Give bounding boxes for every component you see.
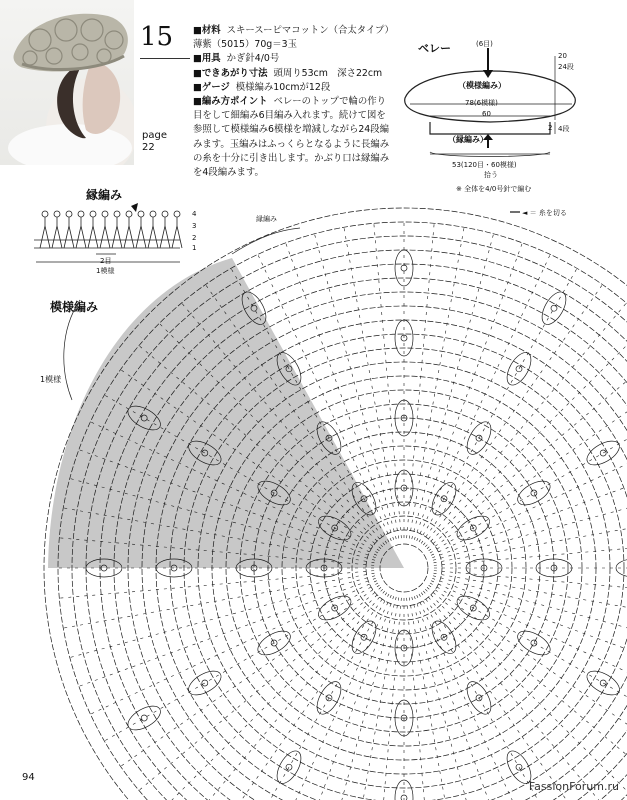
depth-band: 2 <box>548 124 553 132</box>
spec-gauge: ■ゲージ 模様編み10cmが12段 <box>193 81 331 93</box>
edging-repeat-unit: 1模様 <box>96 267 115 275</box>
edging-repeat-stitches: 2目 <box>100 257 112 265</box>
edging-row-2: 2 <box>192 234 197 242</box>
page-ref-label: page <box>142 130 167 141</box>
width-band: 60 <box>482 110 491 118</box>
edging-row-3: 3 <box>192 222 197 230</box>
edging-row-4: 4 <box>192 210 197 218</box>
rows-top: 24段 <box>558 63 574 71</box>
watermark: FassionForum.ru <box>528 780 619 793</box>
needle-note: ※ 全体を4/0号針で編む <box>456 185 532 193</box>
width-middle: 78(6模様) <box>465 99 498 107</box>
edging-title: 縁編み <box>86 188 123 202</box>
ribbing-label: （縁編み） <box>448 135 488 144</box>
spec-size: ■できあがり寸法 頭周り53cm 深さ22cm <box>193 67 383 79</box>
cut-yarn-note: ◄ ＝ 糸を切る <box>522 209 567 217</box>
pattern-number: 15 <box>140 22 174 52</box>
depth-top: 20 <box>558 52 567 60</box>
repeat-label: 1模様 <box>40 375 62 384</box>
spec-points: ■編み方ポイント ベレーのトップで輪の作り目をして細編み6目編み入れます。続けて図を参照して模様編み6模様を増減しながら24段編みます。玉編みはふっくらとなるように長編みの糸を十分に引き出します。かぶり口は縁編みを4段編みます。 <box>193 96 390 179</box>
pickup-count: 53(120目・60模様) <box>452 161 517 169</box>
spec-tools: ■用具 かぎ針4/0号 <box>193 53 280 65</box>
spec-material: ■材料 スキースーピマコットン（合太タイプ）薄紫（5015）70g＝3玉 <box>193 25 390 51</box>
top-stitch-count: (6目) <box>476 40 493 48</box>
rows-band: 4段 <box>558 125 570 133</box>
beret-diagram-title: ベレー <box>418 42 451 55</box>
edge-label: 縁編み <box>256 215 277 223</box>
edging-row-1: 1 <box>192 244 197 252</box>
page-ref-number: 22 <box>142 142 155 153</box>
main-chart-title: 模様編み <box>50 300 99 314</box>
pattern-label: （模様編み） <box>458 81 506 90</box>
page-number: 94 <box>22 772 35 783</box>
pickup-note: 拾う <box>484 171 498 179</box>
